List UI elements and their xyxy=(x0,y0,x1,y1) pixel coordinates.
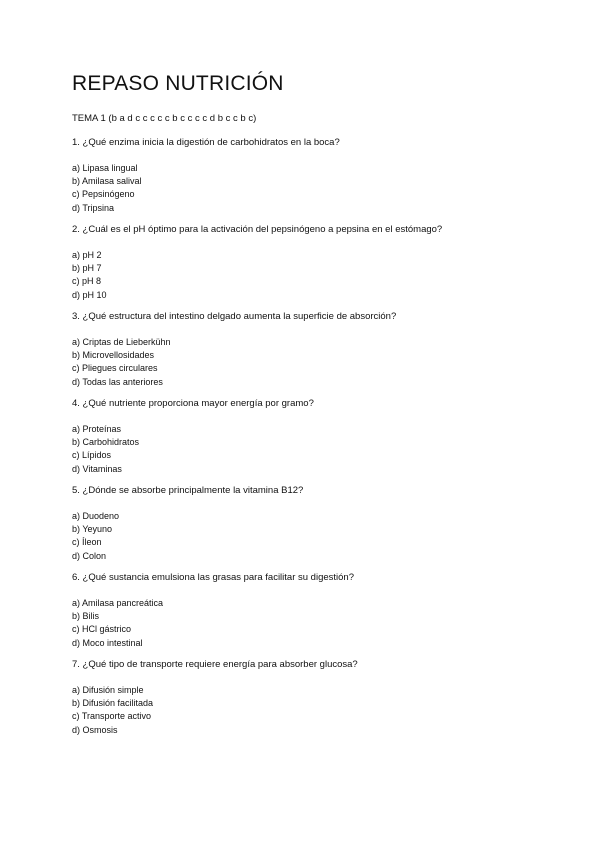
question-list xyxy=(72,136,532,745)
question-block xyxy=(72,136,532,223)
answer-option: d) Todas las anteriores xyxy=(72,376,163,387)
answer-option: a) Amilasa pancreática xyxy=(72,598,164,608)
document-title: REPASO NUTRICIÓN xyxy=(72,72,284,95)
question-block xyxy=(72,571,532,658)
answer-option: b) Yeyuno xyxy=(72,524,113,535)
answer-option: b) Microvellosidades xyxy=(72,350,155,361)
answer-option: d) Osmosis xyxy=(72,724,118,735)
answer-option: c) Transporte activo xyxy=(72,711,152,722)
question-block xyxy=(72,223,532,310)
answer-option: a) pH 2 xyxy=(72,250,102,260)
answer-option: a) Difusión simple xyxy=(72,685,144,695)
question-block xyxy=(72,484,532,571)
answer-option: b) Amilasa salival xyxy=(72,176,142,187)
answer-option: b) pH 7 xyxy=(72,263,102,274)
answer-option: a) Proteínas xyxy=(72,424,122,434)
question-block xyxy=(72,310,532,397)
answer-option: c) Pepsinógeno xyxy=(72,189,135,200)
question-block xyxy=(72,397,532,484)
answer-option: d) Colon xyxy=(72,550,107,561)
answer-option: b) Carbohidratos xyxy=(72,437,140,448)
answer-option: c) Lípidos xyxy=(72,450,112,461)
question-text: 7. ¿Qué tipo de transporte requiere energía para absorber glucosa? xyxy=(72,659,358,670)
answer-option: d) Tripsina xyxy=(72,202,115,213)
question-text: 6. ¿Qué sustancia emulsiona las grasas para facilitar su digestión? xyxy=(72,572,354,583)
question-text: 2. ¿Cuál es el pH óptimo para la activación del pepsinógeno a pepsina en el estómago? xyxy=(72,224,443,235)
topic-subtitle: TEMA 1 (b a d c c c c c b c c c c d b c c b c) xyxy=(72,113,257,124)
answer-option: c) Íleon xyxy=(72,537,102,548)
question-text: 3. ¿Qué estructura del intestino delgado aumenta la superficie de absorción? xyxy=(72,311,397,322)
answer-option: a) Lipasa lingual xyxy=(72,163,138,173)
question-text: 1. ¿Qué enzima inicia la digestión de carbohidratos en la boca? xyxy=(72,137,340,148)
answer-option: b) Difusión facilitada xyxy=(72,698,154,709)
answer-option: b) Bilis xyxy=(72,611,100,622)
question-block xyxy=(72,658,532,745)
question-text: 5. ¿Dónde se absorbe principalmente la vitamina B12? xyxy=(72,485,304,496)
question-text: 4. ¿Qué nutriente proporciona mayor energía por gramo? xyxy=(72,398,314,409)
answer-option: a) Criptas de Lieberkühn xyxy=(72,337,171,347)
answer-option: c) HCl gástrico xyxy=(72,624,132,635)
answer-option: d) pH 10 xyxy=(72,289,107,300)
answer-option: d) Vitaminas xyxy=(72,463,122,474)
answer-option: c) Pliegues circulares xyxy=(72,363,158,374)
answer-option: d) Moco intestinal xyxy=(72,637,143,648)
answer-option: a) Duodeno xyxy=(72,511,120,521)
answer-option: c) pH 8 xyxy=(72,276,102,287)
